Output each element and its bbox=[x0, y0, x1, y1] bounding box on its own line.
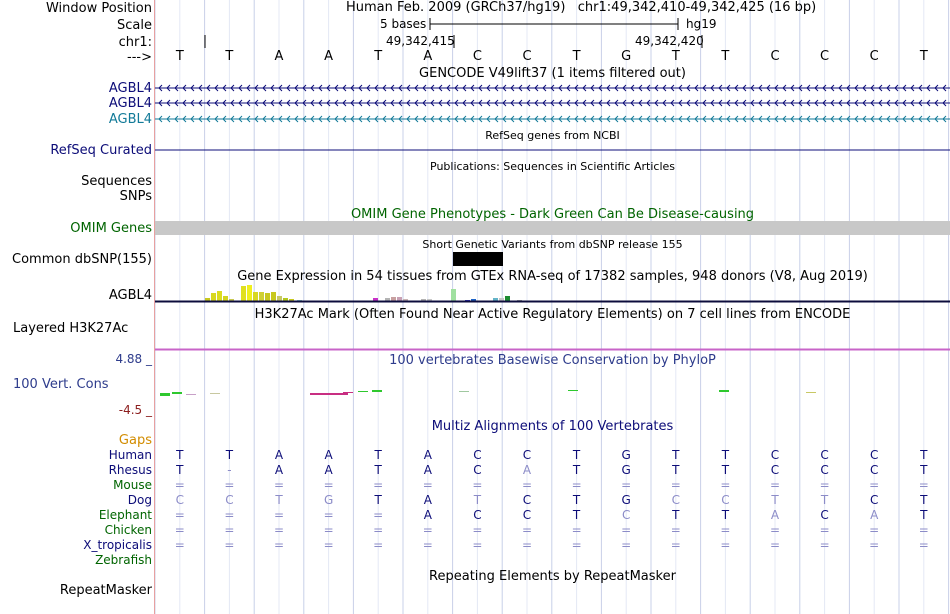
base-letter: G bbox=[621, 49, 632, 64]
gtex-tissue-bar bbox=[265, 293, 270, 301]
alignment-base: A bbox=[274, 448, 284, 462]
base-letter: T bbox=[374, 49, 383, 64]
assembly-position: Human Feb. 2009 (GRCh37/hg19) chr1:49,342,410-49,342,425 (16 bp) bbox=[346, 0, 817, 15]
gtex-tissue-bar bbox=[397, 297, 402, 301]
alignment-base: = bbox=[670, 523, 681, 537]
alignment-base: = bbox=[720, 523, 731, 537]
alignment-base: A bbox=[423, 448, 432, 462]
alignment-base: = bbox=[521, 538, 533, 552]
conservation-max-label: 4.88 _ bbox=[115, 352, 152, 366]
alignment-base: = bbox=[373, 478, 384, 492]
alignment-base: = bbox=[174, 523, 185, 537]
gtex-tissue-bar bbox=[271, 292, 276, 301]
gencode-track-title[interactable]: GENCODE V49lift37 (1 items filtered out) bbox=[419, 66, 686, 81]
species-label[interactable]: Mouse bbox=[113, 478, 152, 492]
base-letter: T bbox=[671, 49, 680, 64]
alignment-base: C bbox=[820, 448, 829, 462]
alignment-base: = bbox=[621, 538, 632, 552]
base-letter: T bbox=[572, 49, 581, 64]
repeatmasker-track-title[interactable]: Repeating Elements by RepeatMasker bbox=[429, 569, 676, 584]
alignment-base: = bbox=[472, 478, 483, 492]
gaps-label: Gaps bbox=[118, 433, 152, 448]
alignment-base: = bbox=[571, 478, 582, 492]
publications-track-title[interactable]: Publications: Sequences in Scientific Articles bbox=[430, 160, 675, 173]
alignment-base: G bbox=[621, 493, 631, 507]
alignment-base: = bbox=[571, 538, 582, 552]
base-letter: A bbox=[324, 49, 334, 64]
dbsnp-variant bbox=[453, 252, 503, 266]
scale-assembly: hg19 bbox=[686, 17, 717, 31]
base-letter: T bbox=[721, 49, 730, 64]
scale-label: Scale bbox=[117, 18, 152, 33]
alignment-base: = bbox=[869, 538, 880, 552]
alignment-base: = bbox=[273, 523, 285, 537]
alignment-base: = bbox=[373, 508, 384, 522]
alignment-base: T bbox=[374, 448, 382, 462]
alignment-base: T bbox=[176, 448, 184, 462]
alignment-base: = bbox=[769, 523, 781, 537]
window-position-label: Window Position bbox=[45, 1, 152, 16]
alignment-base: T bbox=[721, 448, 730, 462]
alignment-base: = bbox=[769, 538, 781, 552]
alignment-base: C bbox=[869, 463, 879, 477]
alignment-base: C bbox=[621, 508, 631, 522]
species-label[interactable]: Dog bbox=[127, 493, 152, 507]
conservation-min-label: -4.5 _ bbox=[118, 403, 152, 417]
gencode-gene-label[interactable]: AGBL4 bbox=[108, 96, 152, 111]
alignment-base: T bbox=[721, 508, 730, 522]
alignment-base: A bbox=[870, 508, 879, 522]
alignment-base: C bbox=[473, 463, 482, 477]
alignment-base: G bbox=[323, 493, 334, 507]
alignment-base: = bbox=[373, 538, 384, 552]
base-letter: A bbox=[423, 49, 433, 64]
base-letter: C bbox=[770, 49, 780, 64]
base-letter: C bbox=[869, 49, 879, 64]
conservation-bar bbox=[210, 393, 220, 394]
coordinate-label-1: 49,342,415 bbox=[386, 34, 455, 48]
alignment-base: = bbox=[621, 523, 632, 537]
alignment-base: = bbox=[918, 538, 929, 552]
gencode-gene-label[interactable]: AGBL4 bbox=[108, 81, 152, 96]
alignment-base: = bbox=[819, 478, 830, 492]
alignment-base: T bbox=[572, 448, 581, 462]
alignment-base: = bbox=[769, 478, 781, 492]
gtex-tissue-bar bbox=[259, 292, 264, 301]
alignment-base: A bbox=[522, 463, 532, 477]
alignment-base: = bbox=[472, 538, 483, 552]
alignment-base: = bbox=[720, 538, 731, 552]
alignment-base: T bbox=[920, 463, 928, 477]
base-letter: C bbox=[472, 49, 482, 64]
base-letter: C bbox=[820, 49, 830, 64]
alignment-base: = bbox=[819, 538, 830, 552]
alignment-base: = bbox=[323, 478, 334, 492]
alignment-base: = bbox=[174, 508, 185, 522]
conservation-bar bbox=[186, 394, 196, 395]
alignment-base: - bbox=[227, 463, 232, 477]
alignment-base: G bbox=[621, 463, 631, 477]
alignment-base: G bbox=[621, 448, 631, 462]
alignment-base: = bbox=[224, 508, 235, 522]
alignment-base: = bbox=[918, 478, 929, 492]
alignment-base: = bbox=[174, 538, 185, 552]
alignment-base: T bbox=[374, 493, 382, 507]
alignment-base: = bbox=[273, 478, 285, 492]
alignment-base: T bbox=[672, 448, 680, 462]
gtex-tissue-bar bbox=[223, 296, 228, 301]
strand-label: ---> bbox=[127, 50, 152, 65]
alignment-base: C bbox=[522, 448, 532, 462]
conservation-bar bbox=[806, 392, 816, 393]
omim-track-title[interactable]: OMIM Gene Phenotypes - Dark Green Can Be Disease-causing bbox=[350, 207, 755, 222]
snps-label[interactable]: SNPs bbox=[119, 189, 152, 204]
gtex-tissue-bar bbox=[211, 293, 216, 301]
conservation-label[interactable]: 100 Vert. Cons bbox=[13, 377, 109, 392]
alignment-base: = bbox=[422, 478, 433, 492]
base-letter: T bbox=[175, 49, 184, 64]
alignment-base: = bbox=[323, 538, 334, 552]
alignment-base: A bbox=[423, 508, 432, 522]
species-label[interactable]: Chicken bbox=[104, 523, 152, 537]
alignment-base: = bbox=[422, 523, 433, 537]
alignment-base: T bbox=[572, 463, 581, 477]
conservation-bar bbox=[358, 391, 368, 392]
alignment-base: C bbox=[671, 493, 680, 507]
species-label[interactable]: Elephant bbox=[98, 508, 152, 522]
alignment-base: = bbox=[273, 538, 285, 552]
species-label[interactable]: Human bbox=[108, 448, 152, 462]
multiz-track-title[interactable]: Multiz Alignments of 100 Vertebrates bbox=[431, 419, 674, 434]
alignment-base: A bbox=[423, 493, 432, 507]
alignment-base: A bbox=[324, 448, 333, 462]
omim-bar bbox=[155, 221, 950, 235]
chrom-label: chr1: bbox=[118, 35, 152, 50]
alignment-base: C bbox=[820, 463, 829, 477]
alignment-base: T bbox=[721, 463, 730, 477]
alignment-base: = bbox=[670, 478, 681, 492]
alignment-base: T bbox=[572, 493, 581, 507]
alignment-base: C bbox=[522, 493, 532, 507]
species-label[interactable]: X_tropicalis bbox=[83, 538, 152, 552]
gtex-tissue-bar bbox=[277, 296, 282, 301]
alignment-base: = bbox=[224, 538, 235, 552]
gtex-gene-label[interactable]: AGBL4 bbox=[108, 288, 152, 303]
alignment-base: T bbox=[920, 508, 928, 522]
alignment-base: = bbox=[869, 478, 880, 492]
alignment-base: C bbox=[820, 508, 829, 522]
alignment-base: = bbox=[571, 523, 582, 537]
alignment-base: = bbox=[422, 538, 433, 552]
repeatmasker-label[interactable]: RepeatMasker bbox=[59, 583, 152, 598]
alignment-base: = bbox=[521, 523, 533, 537]
scale-text: 5 bases bbox=[380, 17, 427, 31]
alignment-base: T bbox=[672, 463, 680, 477]
alignment-base: T bbox=[771, 493, 779, 507]
conservation-bar bbox=[172, 392, 182, 394]
alignment-base: T bbox=[572, 508, 581, 522]
alignment-base: = bbox=[918, 523, 929, 537]
alignment-base: = bbox=[323, 523, 334, 537]
h3k27ac-label[interactable]: Layered H3K27Ac bbox=[13, 321, 129, 336]
alignment-base: C bbox=[175, 493, 184, 507]
conservation-bar bbox=[568, 390, 578, 391]
gtex-tissue-bar bbox=[505, 296, 510, 301]
conservation-bar bbox=[372, 390, 382, 392]
alignment-base: = bbox=[720, 478, 731, 492]
alignment-base: = bbox=[521, 478, 533, 492]
alignment-base: C bbox=[225, 493, 234, 507]
gtex-track-title[interactable]: Gene Expression in 54 tissues from GTEx RNA-seq of 17382 samples, 948 donors (V8, Aug 2019) bbox=[237, 269, 868, 284]
alignment-base: C bbox=[473, 448, 482, 462]
alignment-base: C bbox=[522, 508, 532, 522]
alignment-base: C bbox=[869, 493, 879, 507]
alignment-base: = bbox=[621, 478, 632, 492]
alignment-base: C bbox=[770, 448, 780, 462]
gencode-gene-label[interactable]: AGBL4 bbox=[108, 112, 152, 127]
h3k27ac-track-title[interactable]: H3K27Ac Mark (Often Found Near Active Regulatory Elements) on 7 cell lines from ENCODE bbox=[254, 307, 851, 322]
species-label[interactable]: Zebrafish bbox=[95, 553, 152, 567]
sequences-label[interactable]: Sequences bbox=[81, 174, 152, 189]
refseq-track-title[interactable]: RefSeq genes from NCBI bbox=[485, 129, 620, 142]
alignment-base: T bbox=[920, 448, 928, 462]
conservation-bar bbox=[160, 393, 170, 396]
dbsnp-label[interactable]: Common dbSNP(155) bbox=[12, 252, 152, 267]
gtex-tissue-bar bbox=[451, 289, 456, 301]
base-letter: A bbox=[274, 49, 284, 64]
alignment-base: T bbox=[820, 493, 829, 507]
alignment-base: T bbox=[225, 448, 234, 462]
alignment-base: C bbox=[770, 463, 780, 477]
alignment-base: T bbox=[374, 463, 382, 477]
alignment-base: = bbox=[472, 523, 483, 537]
alignment-base: = bbox=[323, 508, 334, 522]
alignment-base: A bbox=[324, 463, 333, 477]
alignment-base: = bbox=[224, 523, 235, 537]
conservation-bar bbox=[459, 391, 469, 392]
conservation-bar bbox=[343, 392, 353, 393]
alignment-base: T bbox=[176, 463, 184, 477]
alignment-base: A bbox=[770, 508, 780, 522]
gtex-tissue-bar bbox=[253, 292, 258, 301]
gtex-tissue-bar bbox=[241, 286, 246, 301]
gtex-tissue-bar bbox=[217, 291, 222, 301]
alignment-base: = bbox=[373, 523, 384, 537]
omim-label[interactable]: OMIM Genes bbox=[70, 221, 152, 236]
alignment-base: T bbox=[275, 493, 283, 507]
base-letter: T bbox=[919, 49, 928, 64]
conservation-bar bbox=[310, 393, 348, 395]
species-label[interactable]: Rhesus bbox=[108, 463, 152, 477]
conservation-track-title[interactable]: 100 vertebrates Basewise Conservation by PhyloP bbox=[389, 353, 716, 368]
alignment-base: C bbox=[869, 448, 879, 462]
alignment-base: = bbox=[670, 538, 681, 552]
coordinate-label-2: 49,342,420 bbox=[635, 34, 704, 48]
alignment-base: C bbox=[721, 493, 730, 507]
alignment-base: = bbox=[174, 478, 185, 492]
gtex-tissue-bar bbox=[391, 297, 396, 301]
alignment-base: = bbox=[819, 523, 830, 537]
alignment-base: = bbox=[224, 478, 235, 492]
conservation-bar bbox=[719, 390, 729, 392]
dbsnp-track-title[interactable]: Short Genetic Variants from dbSNP release 155 bbox=[422, 238, 683, 251]
gtex-tissue-bar bbox=[247, 285, 252, 301]
alignment-base: C bbox=[473, 508, 482, 522]
alignment-base: T bbox=[473, 493, 482, 507]
alignment-base: T bbox=[920, 493, 928, 507]
alignment-base: = bbox=[273, 508, 285, 522]
alignment-base: A bbox=[423, 463, 432, 477]
refseq-label[interactable]: RefSeq Curated bbox=[50, 143, 152, 158]
alignment-base: A bbox=[274, 463, 284, 477]
alignment-base: = bbox=[869, 523, 880, 537]
base-letter: C bbox=[522, 49, 532, 64]
base-letter: T bbox=[225, 49, 234, 64]
alignment-base: T bbox=[672, 508, 680, 522]
